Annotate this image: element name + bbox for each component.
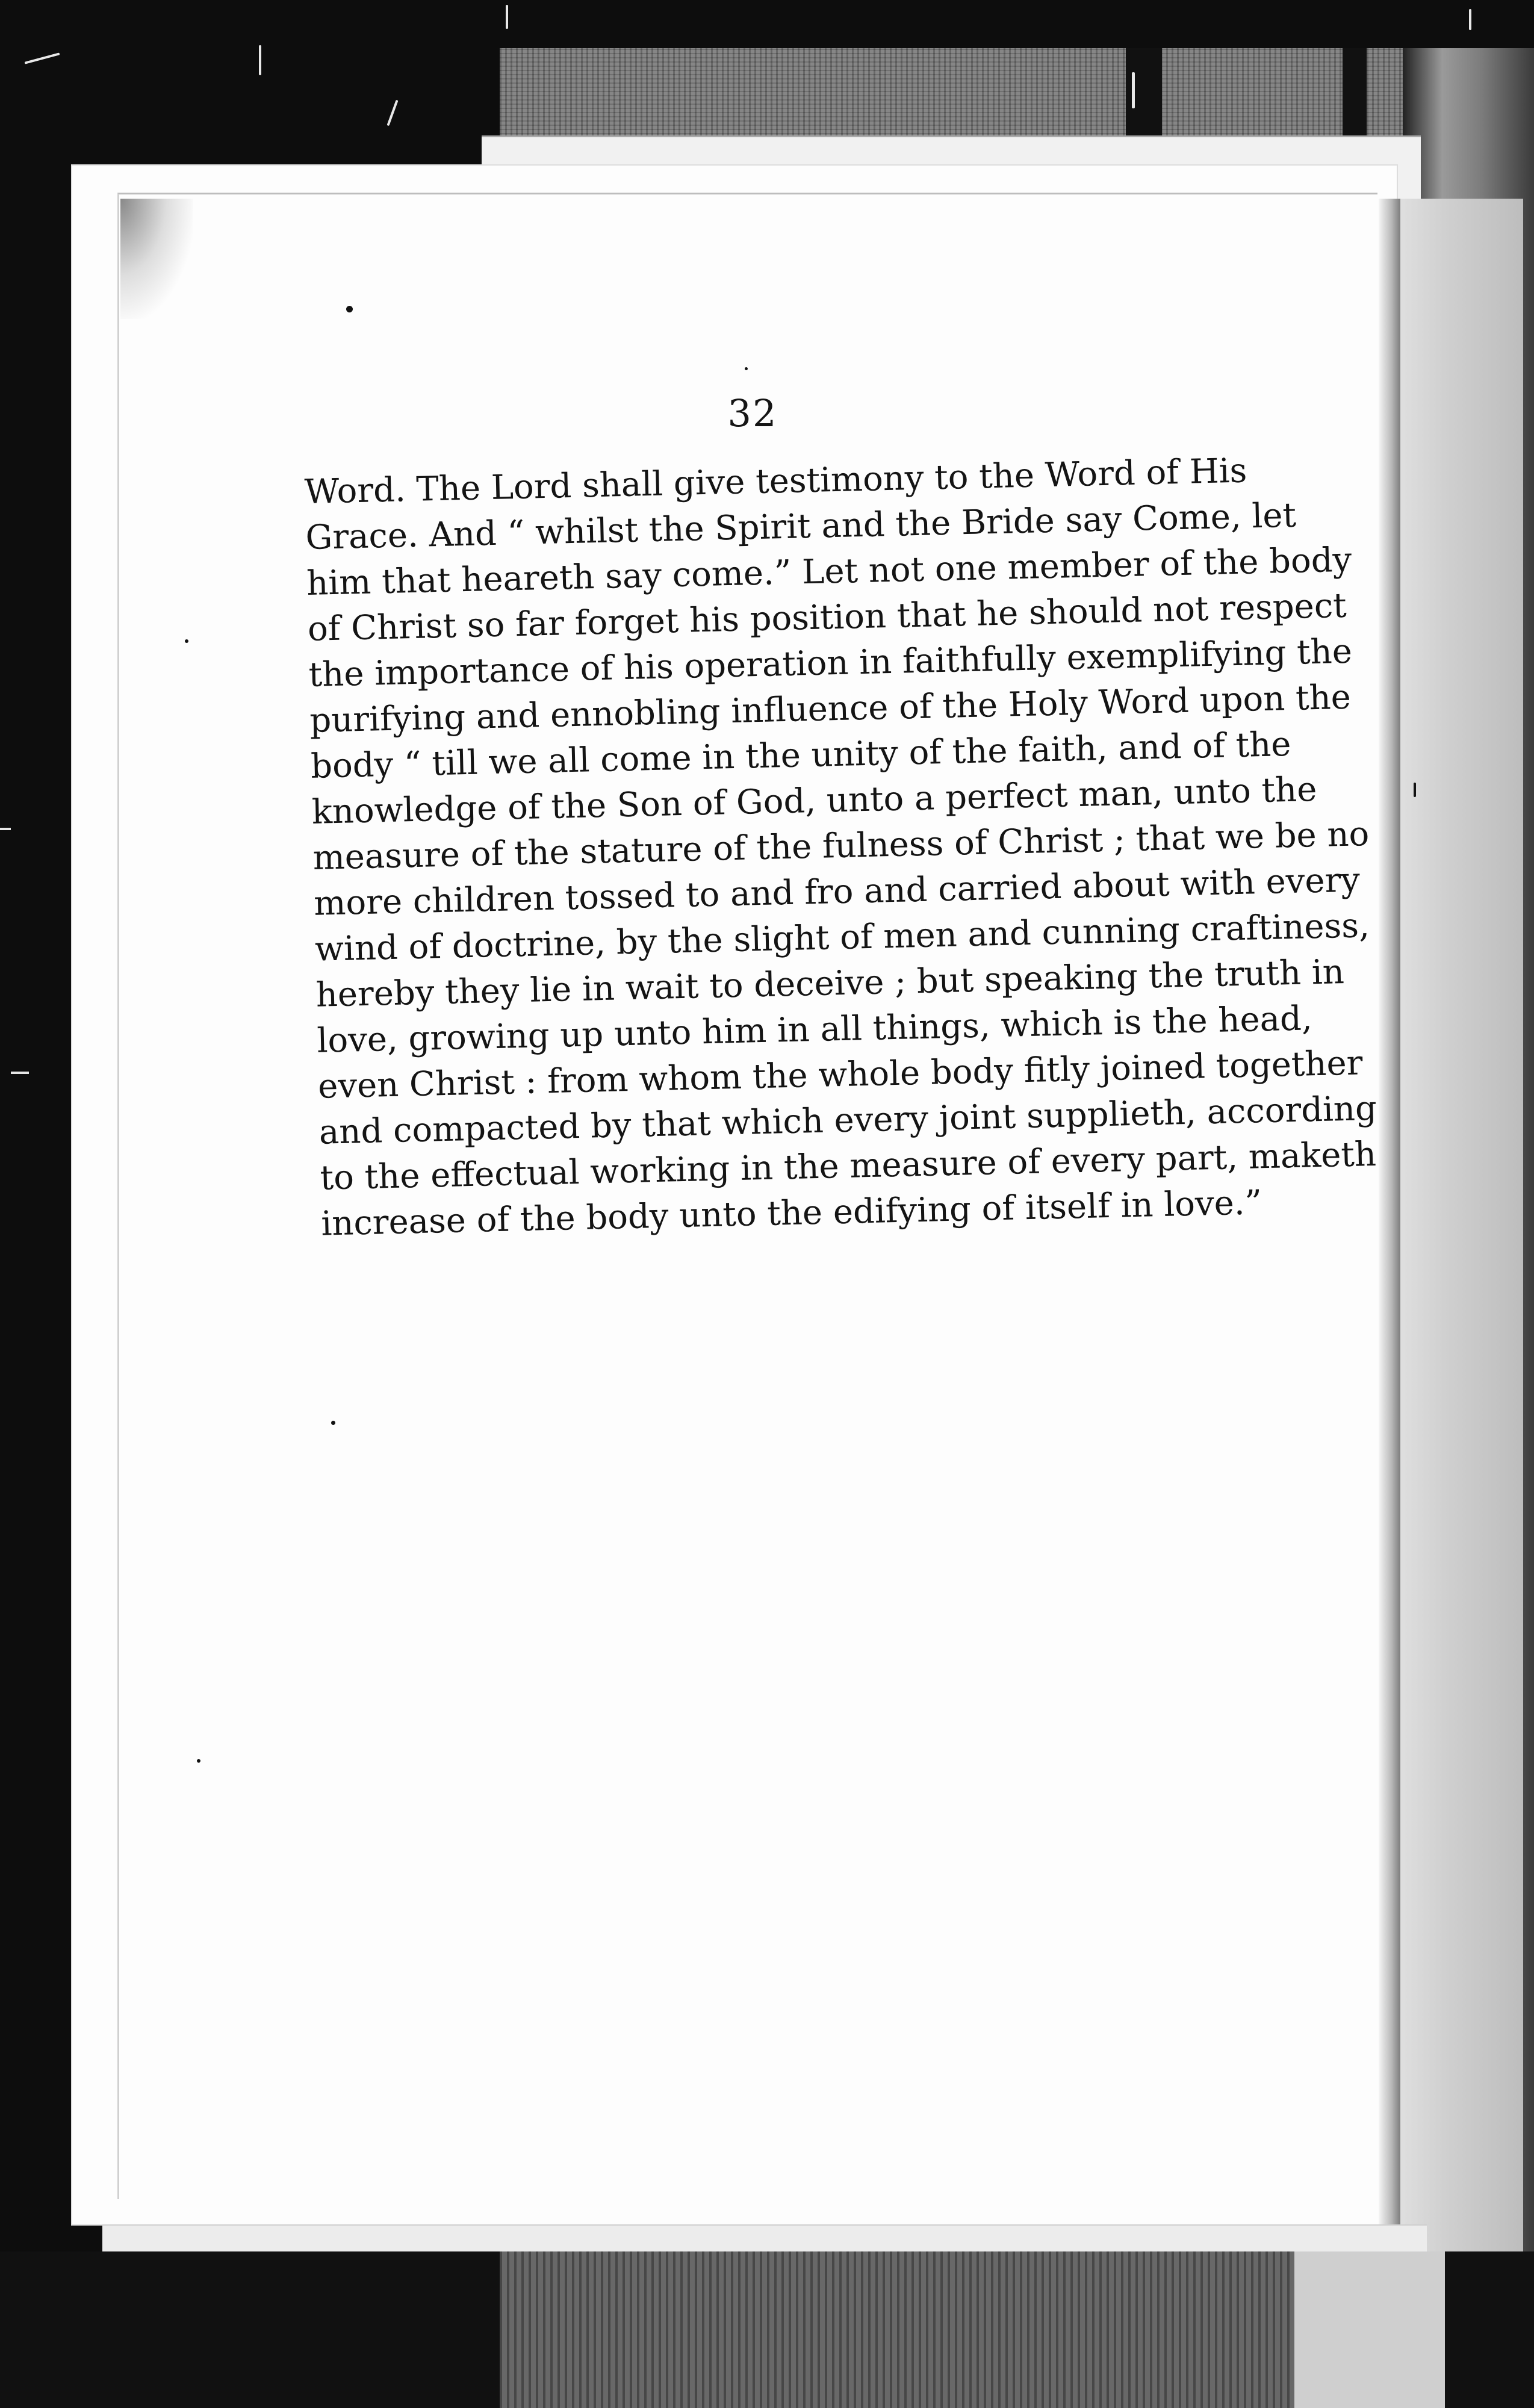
text-line: and compacted by that which every joint supplieth, according (318, 1088, 1377, 1152)
text-line: Grace. And “ whilst the Spirit and the Bride say Come, let (305, 495, 1297, 557)
scan-speck (0, 828, 11, 830)
ink-dot (346, 306, 353, 312)
ink-dot (197, 1759, 200, 1763)
scan-speck (25, 52, 60, 64)
text-line: love, growing up unto him in all things, which is the head, (316, 999, 1313, 1061)
text-line: the importance of his operation in faithfully exemplifying the (308, 631, 1353, 695)
text-line: Word. The Lord shall give testimony to the Word of His (304, 451, 1247, 512)
scan-speck (1132, 72, 1135, 108)
text-line: measure of the stature of the fulness of Christ ; that we be no (312, 815, 1370, 878)
scan-speck (259, 45, 261, 75)
page-corner-shadow (120, 199, 193, 319)
text-line: him that heareth say come.” Let not one member of the body (306, 540, 1352, 603)
text-line: purifying and ennobling influence of the Holy Word upon the (309, 677, 1352, 740)
text-line: of Christ so far forget his position that he should not respect (307, 586, 1347, 649)
text-line: even Christ : from whom the whole body fitly joined together (317, 1043, 1364, 1106)
text-line: hereby they lie in wait to deceive ; but speaking the truth in (315, 952, 1345, 1015)
ink-dot (331, 1421, 335, 1425)
scan-speck (11, 1072, 29, 1074)
scan-bottom-board (500, 2251, 1403, 2408)
scan-speck (1469, 9, 1471, 30)
page-right-edge (1397, 199, 1523, 2282)
text-line: to the effectual working in the measure of every part, maketh (319, 1134, 1377, 1198)
page-gutter-shadow (1379, 199, 1400, 2282)
text-line: increase of the body unto the edifying of itself in love.” (320, 1183, 1262, 1244)
text-line: wind of doctrine, by the slight of men and cunning craftiness, (314, 906, 1370, 969)
scan-bottom-right (1294, 2251, 1445, 2408)
ink-dot (1414, 783, 1416, 797)
page-bottom-edge (102, 2224, 1427, 2253)
page-number: 32 (727, 391, 778, 435)
ink-dot (185, 639, 188, 643)
text-line: knowledge of the Son of God, unto a perfect man, unto the (311, 769, 1318, 832)
text-line: more children tossed to and fro and carried about with every (313, 860, 1361, 923)
ink-dot (745, 367, 748, 370)
scan-speck (387, 100, 398, 126)
scan-speck (506, 5, 508, 29)
text-line: body “ till we all come in the unity of the faith, and of the (310, 724, 1292, 786)
body-text (304, 448, 1377, 1247)
